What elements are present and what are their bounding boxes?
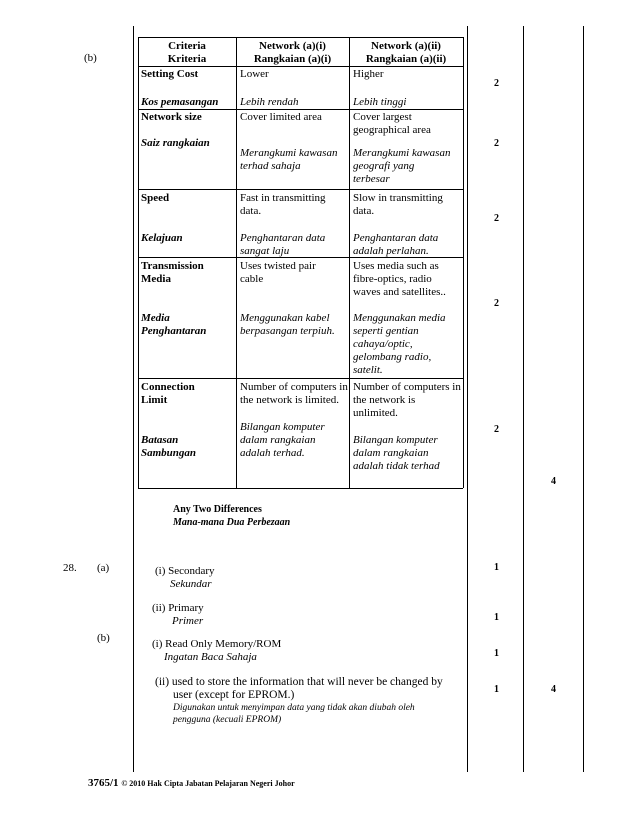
mark-row-3: 2 [494, 213, 499, 224]
q28b-item-1: (i) Read Only Memory/ROM Ingatan Baca Sahaja [152, 638, 282, 663]
q28b-item-2-mark: 1 [494, 684, 499, 695]
row-network-size-criteria: Network size Saiz rangkaian [141, 111, 210, 149]
total-column-line [523, 26, 524, 772]
row-setting-cost-a1: Lower Lebih rendah [240, 68, 299, 108]
left-margin-line [133, 26, 134, 772]
row-connection-limit-criteria: Connection Limit Batasan Sambungan [141, 381, 197, 459]
row-network-size-a2: Cover largest geographical area Merangkumi kawasan geografi yang terbesar [353, 111, 451, 185]
mark-row-1: 2 [494, 78, 499, 89]
q27b-total-mark: 4 [551, 476, 556, 487]
header-network-a2: Network (a)(ii) Rangkaian (a)(ii) [365, 40, 447, 65]
paper-code: 3765/1 [88, 777, 119, 789]
header-network-a1: Network (a)(i) Rangkaian (a)(i) [253, 40, 332, 65]
q28b-item-1-mark: 1 [494, 648, 499, 659]
q28b-item-2: (ii) used to store the information that will never be changed by user (except for EPROM.) Digunakan untuk menyimpan data yang tidak akan diubah oleh pengguna (kecuali EPROM) [155, 676, 443, 725]
header-criteria: Criteria Kriteria [167, 40, 207, 65]
row-transmission-media-a1: Uses twisted pair cable Menggunakan kabel berpasangan terpiuh. [240, 260, 335, 337]
q28a-item-1: (i) Secondary Sekundar [155, 565, 215, 590]
row-setting-cost-a2: Higher Lebih tinggi [353, 68, 407, 108]
mark-row-4: 2 [494, 298, 499, 309]
q28a-item-2: (ii) Primary Primer [152, 602, 204, 627]
marks-column-line [467, 26, 468, 772]
row-transmission-media-a2: Uses media such as fibre-optics, radio waves and satellites.. Menggunakan media seperti gentian cahaya/optic, gelombang radio, satelit. [353, 260, 446, 376]
mark-row-2: 2 [494, 138, 499, 149]
row-setting-cost-criteria: Setting Cost Kos pemasangan [141, 68, 219, 108]
row-speed-criteria: Speed Kelajuan [141, 192, 183, 244]
row-transmission-media-criteria: Transmission Media Media Penghantaran [141, 260, 207, 337]
q28-part-b-label: (b) [97, 632, 110, 644]
copyright-text: © 2010 Hak Cipta Jabatan Pelajaran Negeri Johor [121, 779, 295, 788]
note-any-two: Any Two Differences Mana-mana Dua Perbezaan [173, 504, 291, 528]
q28a-item-2-mark: 1 [494, 612, 499, 623]
q28-number: 28. [63, 562, 77, 574]
right-margin-line [583, 26, 584, 772]
row-network-size-a1: Cover limited area Merangkumi kawasan terhad sahaja [240, 111, 338, 172]
q28-total-mark: 4 [551, 684, 556, 695]
q28-part-a-label: (a) [97, 562, 110, 574]
mark-row-5: 2 [494, 424, 499, 435]
row-connection-limit-a2: Number of computers in the network is unlimited. Bilangan komputer dalam rangkaian adalah tidak terhad [353, 381, 461, 472]
row-speed-a2: Slow in transmitting data. Penghantaran data adalah perlahan. [353, 192, 443, 257]
q28a-item-1-mark: 1 [494, 562, 499, 573]
row-speed-a1: Fast in transmitting data. Penghantaran data sangat laju [240, 192, 326, 257]
q27-part-label: (b) [84, 52, 97, 64]
row-connection-limit-a1: Number of computers in the network is limited. Bilangan komputer dalam rangkaian adalah terhad. [240, 381, 348, 459]
page-footer [88, 777, 295, 789]
